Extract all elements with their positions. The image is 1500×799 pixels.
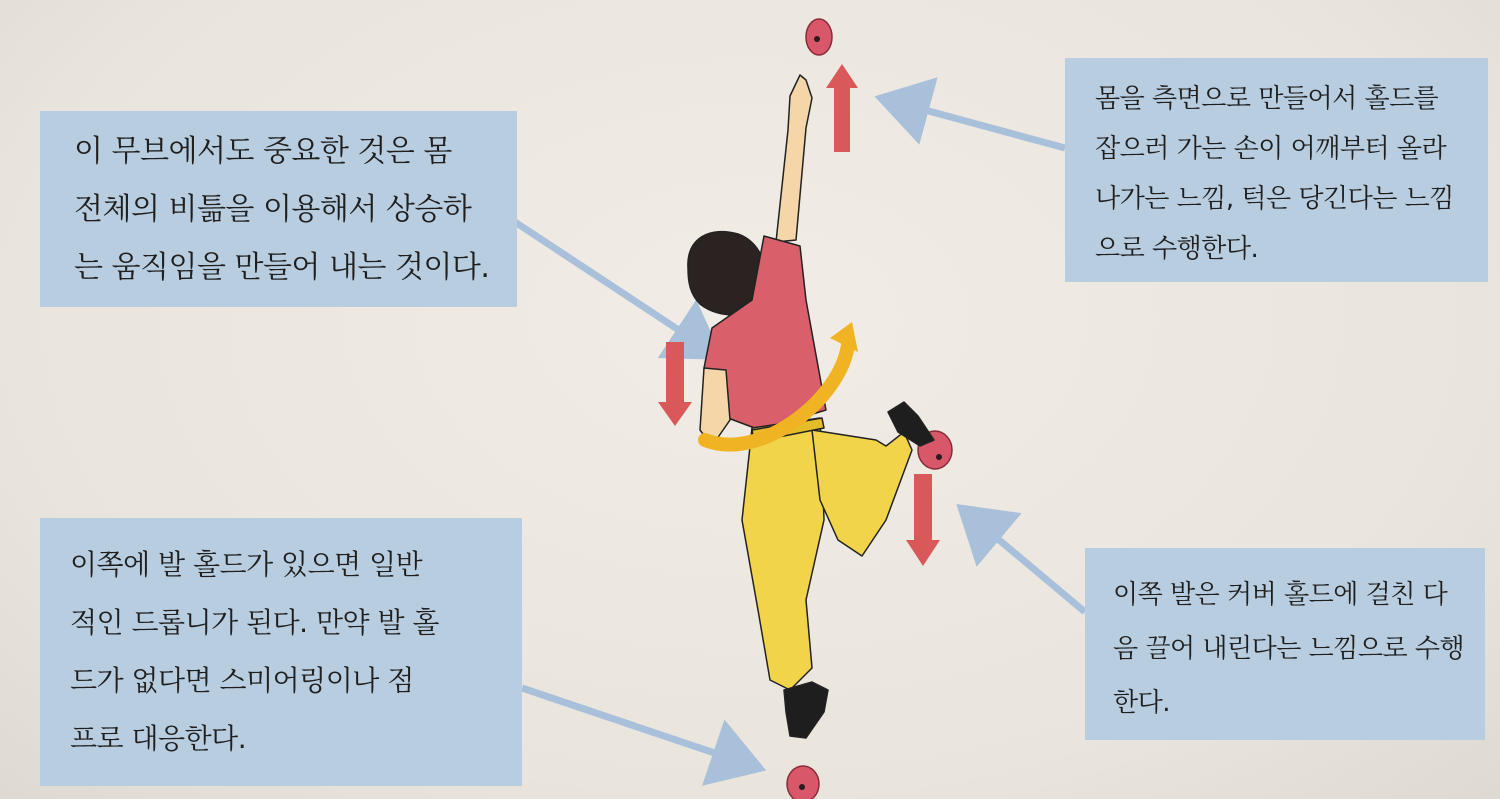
force-arrow-down-left: [658, 342, 692, 426]
callout-line: 드가 없다면 스미어링이나 점: [70, 664, 414, 697]
callout-line: 전체의 비틂을 이용해서 상승하: [74, 192, 472, 227]
callout-line: 프로 대응한다.: [70, 722, 247, 755]
callout-bottom-right: [1085, 548, 1485, 740]
callout-line: 는 움직임을 만들어 내는 것이다.: [74, 250, 490, 285]
callout-line: 이 무브에서도 중요한 것은 몸: [74, 134, 452, 169]
callout-line: 음 끌어 내린다는 느낌으로 수행: [1113, 634, 1465, 664]
callout-line: 몸을 측면으로 만들어서 홀드를: [1095, 84, 1439, 114]
callout-line: 잡으러 가는 손이 어깨부터 올라: [1095, 134, 1447, 164]
force-arrow-down-right: [906, 474, 940, 566]
callout-bottom-left: [40, 518, 522, 786]
callout-line: 한다.: [1113, 688, 1170, 718]
pointer-arrow-top-left: [515, 222, 712, 352]
hold-bottom: [787, 766, 819, 799]
callout-line: 이쪽 발은 커버 홀드에 걸친 다: [1113, 580, 1448, 610]
callout-top-right: [1065, 58, 1488, 282]
callout-line: 적인 드롭니가 된다. 만약 발 홀: [70, 606, 439, 639]
pointer-arrow-bottom-left: [522, 688, 753, 766]
pointer-arrow-bottom-right: [967, 513, 1085, 612]
hold-top: [806, 19, 832, 55]
pointer-arrow-top-right: [888, 100, 1065, 148]
callout-line: 나가는 느낌, 턱은 당긴다는 느낌: [1095, 184, 1454, 214]
callout-top-left: [40, 111, 517, 307]
force-arrow-up: [826, 64, 858, 152]
callout-line: 이쪽에 발 홀드가 있으면 일반: [70, 548, 423, 581]
callout-line: 으로 수행한다.: [1095, 234, 1259, 264]
